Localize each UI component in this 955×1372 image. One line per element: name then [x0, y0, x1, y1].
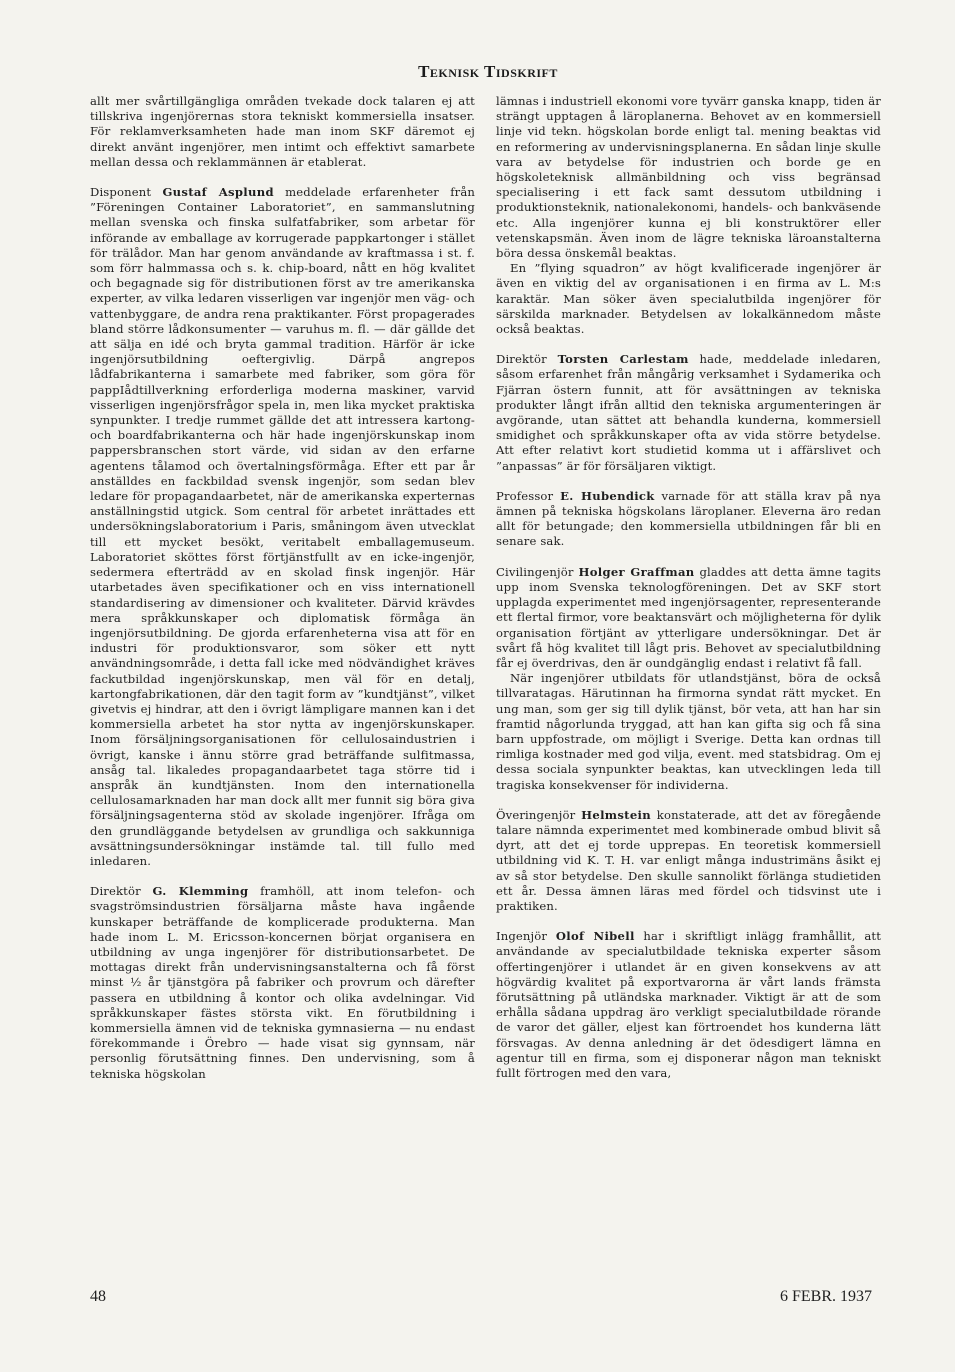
speaker-title: Professor: [496, 488, 561, 503]
journal-title: Teknisk Tidskrift: [418, 62, 558, 81]
paragraph: [496, 929, 881, 1081]
paragraph-text: gladdes att detta ämne tagits upp inom Svenska teknologföreningen. Det av SKF stort upplagda experimentet med ingenjörsagenter, representerande ett flertal firmor, vore beaktansvärt och möjligheterna för dylik organisation förtjänt av ytterligare undersökningar. Det är svårt få hög kvalitet till lågt pris. Behovet av specialutbildning får ej överdrivas, den är oundgänglig endast i relativt få fall.: [496, 564, 881, 670]
speaker-title: Överingenjör: [496, 807, 582, 822]
speaker-title: Direktör: [90, 884, 153, 899]
speaker-name: Helmstein: [581, 807, 651, 822]
paragraph: [90, 185, 475, 869]
paragraph: [496, 352, 881, 474]
paragraph: [496, 565, 881, 671]
paragraph-text: har i skriftligt inlägg framhållit, att användande av specialutbildade tekniska experter såsom offertingenjörer i utlandet är en given konsekvens av att högvärdig kvalitet på exportvarorna är vårt lands främsta förutsättning på utländska marknader. Viktigt är att de som erhålla sådana uppdrag äro verkligt specialutbildade rörande de varor det gäller, eljest kan förtroendet hos kunderna lätt försvagas. Av denna anledning är det ödesdigert lämna en agentur till en firma, som ej disponerar någon man tekniskt fullt förtrogen med den vara,: [496, 929, 882, 1080]
speaker-title: Disponent: [90, 185, 163, 200]
left-column: [90, 94, 475, 1082]
paragraph: [496, 489, 881, 550]
paragraph-text: varnade för att ställa krav på nya ämnen på tekniska högskolans läroplaner. Eleverna äro redan allt för betungade; den kommersiella utbildningen får bli en senare sak.: [496, 488, 881, 549]
page-number: 48: [90, 1288, 106, 1305]
speaker-name: Torsten Carlestam: [557, 352, 689, 367]
speaker-name: E. Hubendick: [560, 488, 655, 503]
paragraph-text: konstaterade, att det av föregående talare nämnda experimentet med kombinerade ombud blivit så dyrt, att det ej torde upprepas. En teoretisk kommersiell utbildning vid K. T. H. var enligt många industrimäns åsikt ej av så stor betydelse. Den skulle sannolikt förlänga studietiden ett år. Dessa ämnen läras med fördel och tidsvinst ute i praktiken.: [496, 807, 882, 913]
speaker-title: Direktör: [496, 352, 558, 367]
speaker-name: Holger Graffman: [578, 564, 695, 579]
paragraph: lämnas i industriell ekonomi vore tyvärr ganska knapp, tiden är strängt upptagen å läroplanerna. Behovet av en kommersiell linje vid tekn. högskolan borde enligt tal. mening beaktas vid en reformering av undervisningsplanerna. En sådan linje skulle vara av betydelse för industrien och borde ge en högskoleteknisk allmänbildning och viss begränsad specialisering i ett fack samt dessutom utbildning i produktionsteknik, nationalekonomi, handels- och bankväsende etc. Alla ingenjörer kunna ej bli konstruktörer eller vetenskapsmän. Även inom de lägre tekniska läroanstalterna böra dessa önskemål beaktas.: [496, 94, 881, 261]
speaker-name: G. Klemming: [152, 884, 249, 899]
paragraph: En ”flying squadron” av högt kvalificerade ingenjörer är även en viktig del av organisationen i en firma av L. M:s karaktär. Man söker även specialutbilda ingenjörer för särskilda marknader. Betydelsen av lokalkännedom måste också beaktas.: [496, 261, 881, 337]
paragraph: allt mer svårtillgängliga områden tvekade dock talaren ej att tillskriva ingenjörernas stora tekniskt kommersiella insatser. För reklamverksamheten hade man inom SKF däremot ej direkt använt ingenjörer, men intimt och effektivt samarbete mellan dessa och reklammännen är etablerat.: [90, 94, 475, 169]
paragraph-text: meddelade erfarenheter från ”Föreningen Container Laboratoriet”, en sammanslutning mellan svenska och finska sulfatfabriker, som arbetar för införande av emballage av korrugerade pappkartonger i stället för trälådor. Man har genom användande av kraftmassa i st. f. som förr halmmassa och s. k. chip-board, nått en hög kvalitet och begagnade sig för distributionen först av tre amerikanska experter, av vilka ledaren visserligen var ingenjör men väg- och vattenbyggare, de andra rena praktikanter. Först propagerades bland större lådkonsumenter — varuhus m. fl. — där gällde det att sälja en idé och bryta gammal tradition. Härför är icke ingenjörsutbildning oeftergivlig. Därpå angrepos lådfabrikanterna i samarbete med fabriker, som göra för pappIådtillverkning erforderliga moderna maskiner, varvid visserligen ingenjörsfrågor spela in, men lika mycket praktiska synpunkter. I tredje rummet gällde det att intressera kartong- och boardfabrikanterna och här hade ingenjörskunskap inom pappersbranschen stort värde, vid sidan av den erfarne agentens tålamod och övertalningsförmåga. Efter ett par år anställdes en fackbildad svensk ingenjör, som sedan blev ledare för propagandaarbetet, när de amerikanska experternas anställningstid utgick. Som central för arbetet inrättades ett undersökningslaboratorium i Paris, småningom även utvecklat till ett mycket besökt, veritabelt emballagemuseum. Laboratoriet sköttes först förtjänstfullt av en icke-ingenjör, sedermera efterträdd av en skolad finsk ingenjör. Här utarbetades även specifikationer och en viss internationell standardisering av dimensioner och kvaliteter. Därvid krävdes mera språkkunskaper och diplomatisk förmåga än ingenjörsutbildning. De gjorda erfarenheterna visa att för en industri för produktionsvaror, som söker ett nytt användningsområde, i detta fall icke med nödvändighet kräves fackutbildad ingenjörskunskap, men väl för en detalj, kartongfabrikationen, där den tagit form av ”kundtjänst”, vilket givetvis ej hindrar, att den i övrigt lämpligare mannen kan i det kommersiella arbetet ha stor nytta av ingenjörskunskaper. Inom försäljningsorganisationen för cellulosaindustrien i övrigt, kanske i ännu större grad beträffande sulfitmassa, ansåg tal. likaledes propagandaarbetet taga större tid i anspråk än kundtjänsten. Inom den internationella cellulosamarknaden har man dock allt mer funnit sig böra giva försäljningsagenterna stöd av skolade ingenjörer. Ifråga om den grundläggande betydelsen av grundliga och sakkunniga avsättningsundersökningar instämde tal. till fullo med inledaren.: [90, 185, 476, 868]
speaker-title: Civilingenjör: [496, 564, 579, 579]
issue-date: 6 FEBR. 1937: [780, 1288, 873, 1305]
speaker-name: Gustaf Asplund: [162, 185, 274, 200]
speaker-title: Ingenjör: [496, 929, 556, 944]
paragraph: [90, 884, 475, 1082]
paragraph-text: hade, meddelade inledaren, såsom erfarenhet från mångårig verksamhet i Sydamerika och Fjärran östern funnit, att för avsättningen av tekniska produkter långt ifrån alltid den tekniska argumenteringen är avgörande, utan sättet att behandla kunderna, kommersiell smidighet och språkkunskaper ofta av vida större betydelse. Att efter relativt kort studietid komma ut i affärslivet och ”anpassas” är för försäljaren viktigt.: [496, 352, 881, 473]
paragraph: [496, 808, 881, 914]
paragraph: När ingenjörer utbildats för utlandstjänst, böra de också tillvaratagas. Härutinnan ha firmorna syndat rätt mycket. En ung man, som ger sig till dylik tjänst, bör veta, att han har sin framtid någorlunda tryggad, att han kan gifta sig och få sina barn uppfostrade, om möjligt i Sverige. Detta kan ordnas till rimliga kostnader med god vilja, event. med statsbidrag. Om ej dessa sociala synpunkter beaktas, kan utvecklingen leda till tragiska konsekvenser för individerna.: [496, 671, 881, 792]
speaker-name: Olof Nibell: [555, 929, 635, 944]
paragraph-text: framhöll, att inom telefon- och svagströmsindustrien försäljarna måste hava ingående kunskaper beträffande de komplicerade produkterna. Man hade inom L. M. Ericsson-koncernen börjat organisera en utbildning av unga ingenjörer för distributionsarbetet. De mottagas direkt från undervisningsanstalterna och få först minst ½ år tjänstgöra på fabriker och provrum och därefter passera en utbildning å kontor och olika avdelningar. Vid språkkunskaper fästes största vikt. En förutbildning i kommersiella ämnen vid de tekniska gymnasierna — nu endast förekommande i Örebro — hade visat sig gynnsam, när personlig förutsättning finnes. Den undervisning, som å tekniska högskolan: [90, 884, 476, 1081]
right-column: [496, 94, 881, 1081]
